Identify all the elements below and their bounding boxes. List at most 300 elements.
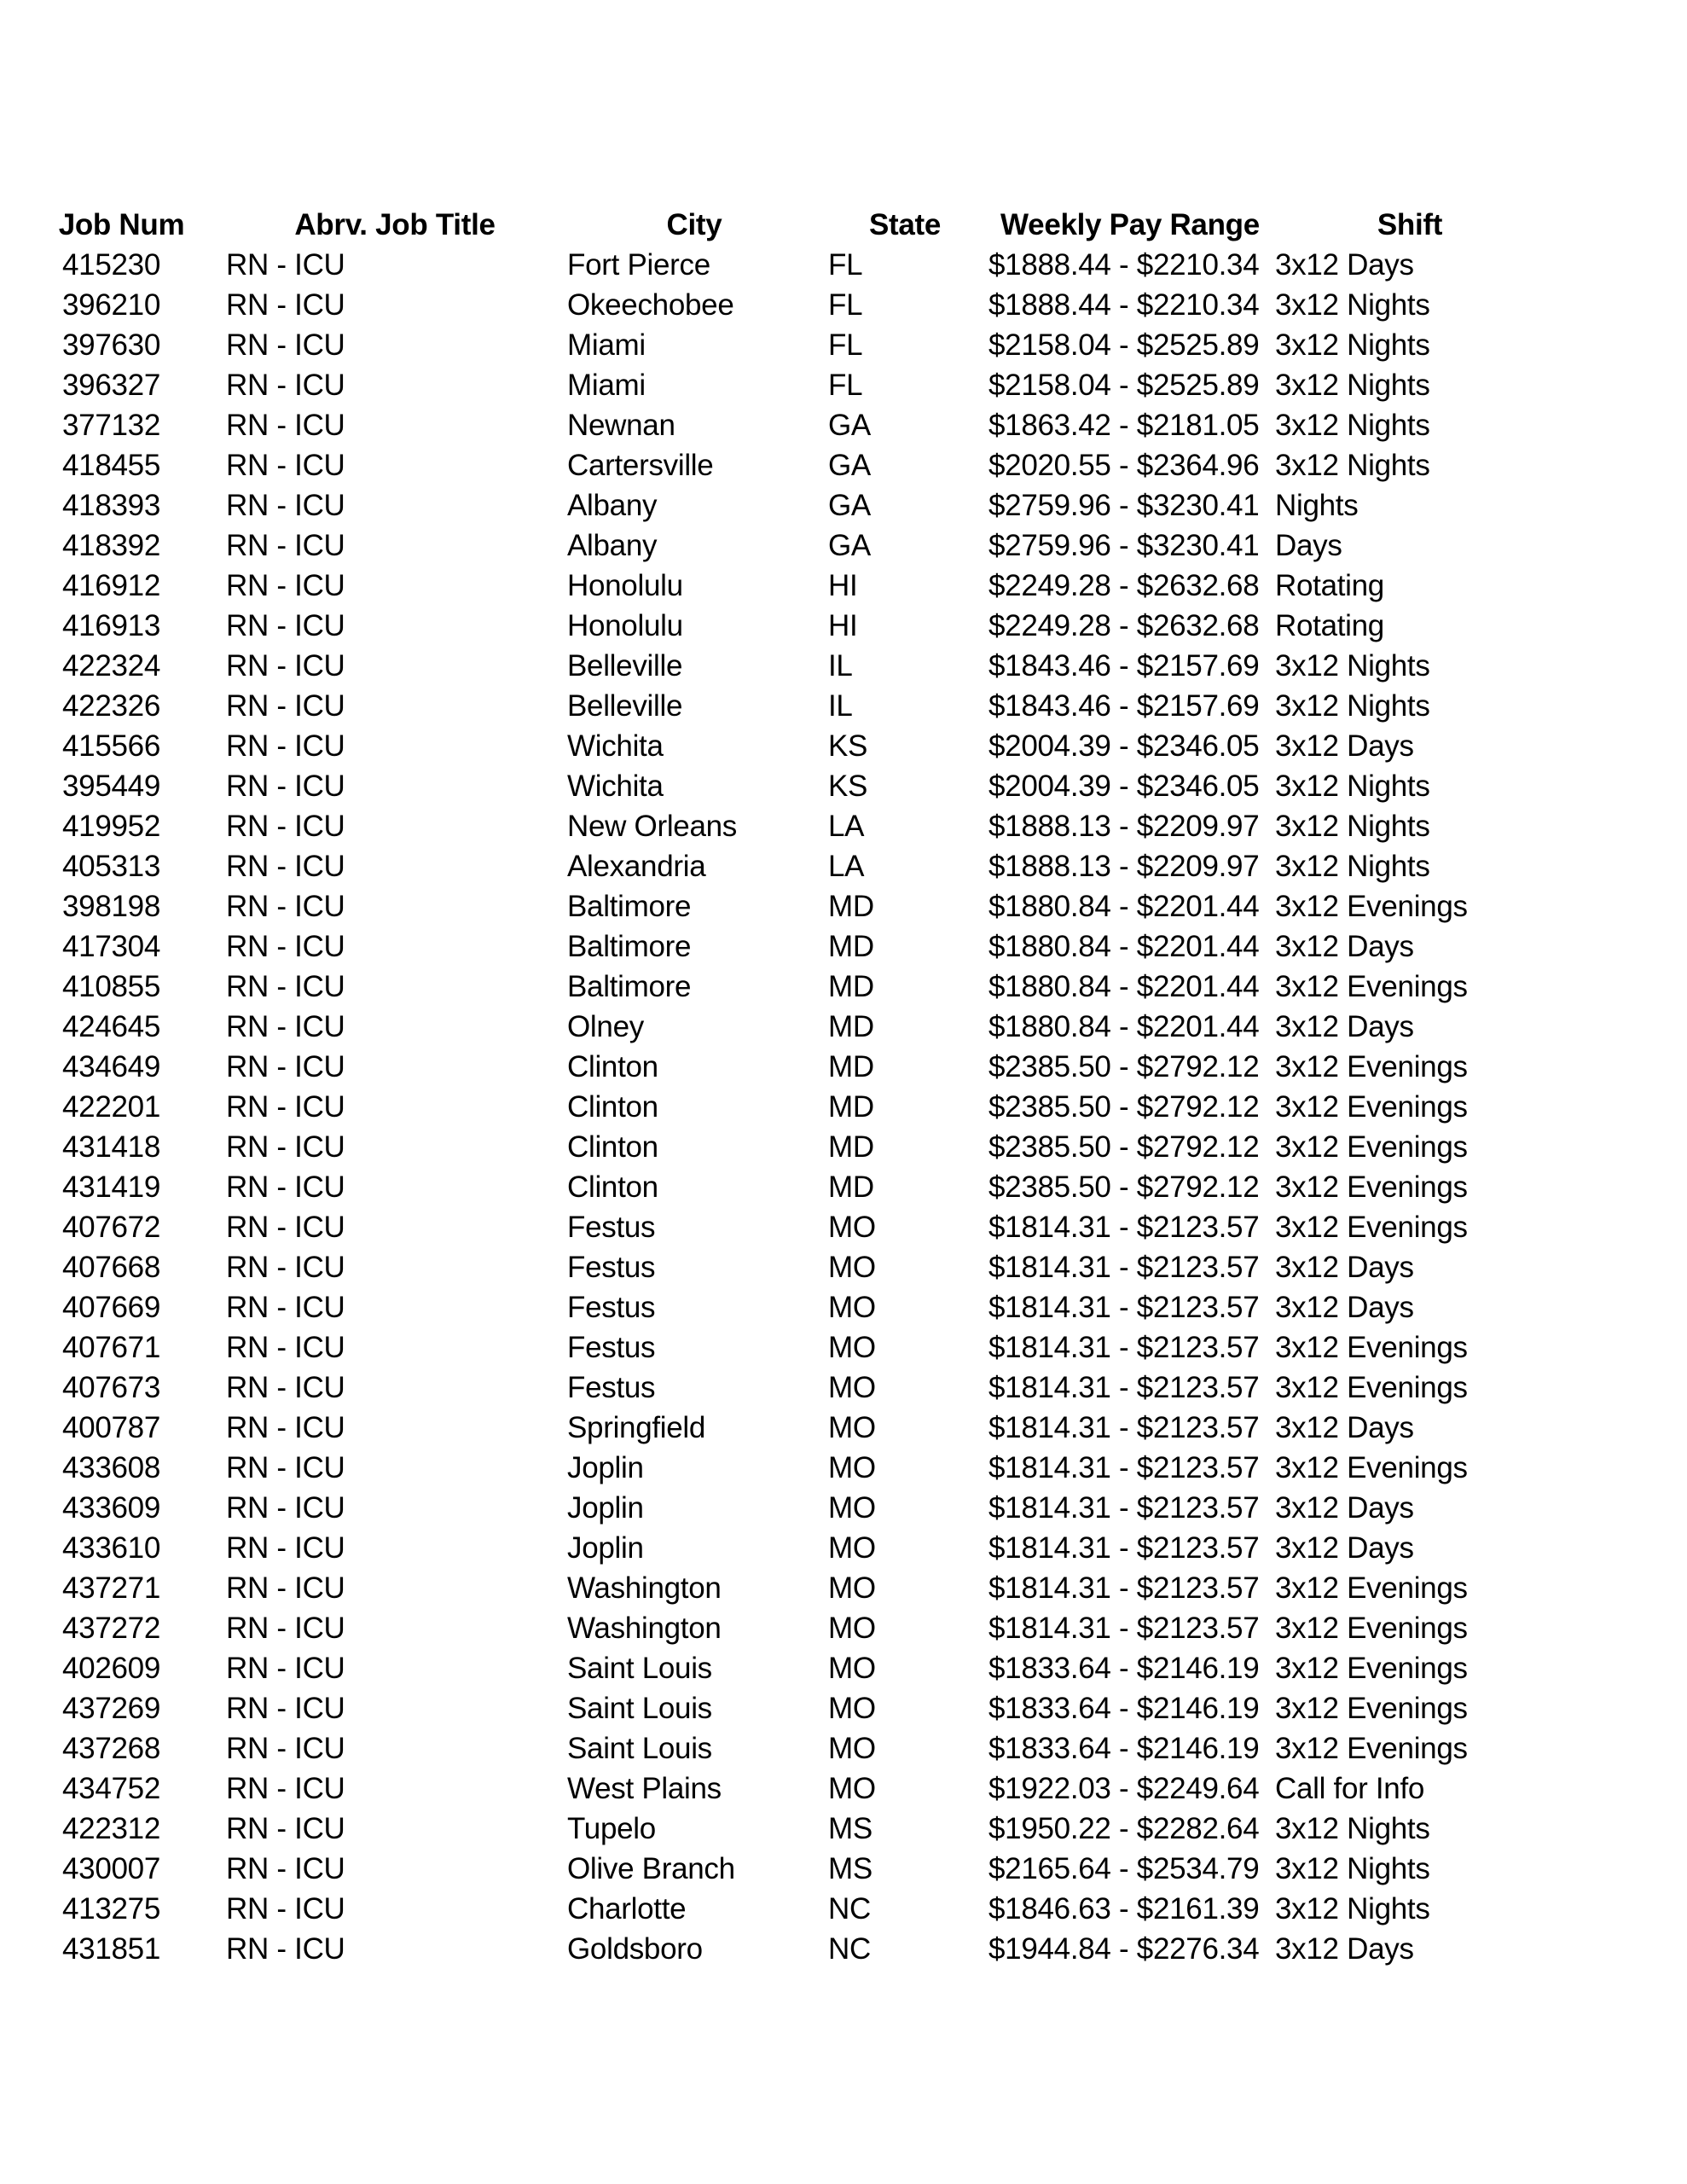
table-row — [34, 806, 1545, 846]
cell-pay-range: $2385.50 - $2792.12 — [988, 1170, 1260, 1204]
cell-pay-range: $1833.64 - $2146.19 — [988, 1692, 1260, 1725]
cell-pay-range: $1814.31 - $2123.57 — [988, 1491, 1260, 1525]
header-state: State — [868, 208, 942, 241]
table-row — [34, 1408, 1545, 1448]
cell-job-title: RN - ICU — [226, 569, 345, 602]
cell-job-title: RN - ICU — [226, 449, 345, 482]
table-row — [34, 606, 1545, 646]
cell-job-num: 407672 — [62, 1211, 160, 1244]
cell-shift: 3x12 Days — [1275, 1932, 1414, 1966]
cell-shift: 3x12 Nights — [1275, 850, 1430, 883]
cell-city: Festus — [567, 1331, 656, 1364]
cell-pay-range: $1888.13 - $2209.97 — [988, 850, 1260, 883]
cell-city: Goldsboro — [567, 1932, 703, 1966]
cell-pay-range: $1843.46 - $2157.69 — [988, 649, 1260, 682]
cell-shift: 3x12 Evenings — [1275, 1571, 1468, 1605]
cell-pay-range: $2385.50 - $2792.12 — [988, 1090, 1260, 1124]
cell-state: MO — [828, 1291, 876, 1324]
cell-job-num: 407671 — [62, 1331, 160, 1364]
cell-job-num: 417304 — [62, 930, 160, 963]
cell-shift: 3x12 Evenings — [1275, 1050, 1468, 1083]
cell-job-title: RN - ICU — [226, 1090, 345, 1124]
cell-city: Newnan — [567, 409, 675, 442]
cell-job-num: 437271 — [62, 1571, 160, 1605]
cell-shift: Rotating — [1275, 609, 1384, 642]
cell-city: Joplin — [567, 1451, 644, 1484]
cell-job-title: RN - ICU — [226, 729, 345, 763]
cell-job-title: RN - ICU — [226, 770, 345, 803]
cell-job-title: RN - ICU — [226, 930, 345, 963]
cell-shift: 3x12 Evenings — [1275, 1371, 1468, 1404]
cell-city: Clinton — [567, 1170, 658, 1204]
cell-city: Springfield — [567, 1411, 706, 1444]
cell-state: MO — [828, 1211, 876, 1244]
cell-pay-range: $1846.63 - $2161.39 — [988, 1892, 1260, 1926]
cell-state: FL — [828, 369, 863, 402]
cell-state: LA — [828, 810, 865, 843]
cell-pay-range: $2158.04 - $2525.89 — [988, 369, 1260, 402]
cell-city: Festus — [567, 1251, 656, 1284]
cell-job-num: 377132 — [62, 409, 160, 442]
cell-job-title: RN - ICU — [226, 1612, 345, 1645]
header-shift: Shift — [1377, 208, 1443, 241]
cell-job-title: RN - ICU — [226, 1652, 345, 1685]
cell-pay-range: $2759.96 - $3230.41 — [988, 529, 1260, 562]
cell-job-num: 422324 — [62, 649, 160, 682]
cell-state: HI — [828, 569, 858, 602]
cell-state: MO — [828, 1451, 876, 1484]
cell-job-title: RN - ICU — [226, 248, 345, 282]
table-row — [34, 1568, 1545, 1608]
cell-job-title: RN - ICU — [226, 489, 345, 522]
cell-job-title: RN - ICU — [226, 1812, 345, 1845]
cell-job-title: RN - ICU — [226, 1331, 345, 1364]
cell-job-title: RN - ICU — [226, 1932, 345, 1966]
table-row — [34, 646, 1545, 686]
cell-job-num: 422312 — [62, 1812, 160, 1845]
cell-city: Baltimore — [567, 890, 692, 923]
cell-job-title: RN - ICU — [226, 369, 345, 402]
table-row — [34, 686, 1545, 726]
cell-job-title: RN - ICU — [226, 1732, 345, 1765]
cell-state: GA — [828, 449, 871, 482]
table-row — [34, 1167, 1545, 1207]
cell-pay-range: $2249.28 - $2632.68 — [988, 569, 1260, 602]
cell-city: Wichita — [567, 770, 664, 803]
cell-pay-range: $1814.31 - $2123.57 — [988, 1331, 1260, 1364]
cell-city: Baltimore — [567, 970, 692, 1003]
table-row — [34, 1728, 1545, 1769]
cell-state: MD — [828, 1090, 874, 1124]
cell-pay-range: $2020.55 - $2364.96 — [988, 449, 1260, 482]
cell-city: Honolulu — [567, 569, 683, 602]
cell-state: KS — [828, 729, 868, 763]
cell-city: Joplin — [567, 1491, 644, 1525]
table-row — [34, 1327, 1545, 1368]
cell-shift: 3x12 Evenings — [1275, 1170, 1468, 1204]
table-row — [34, 1047, 1545, 1087]
cell-state: FL — [828, 288, 863, 322]
table-row — [34, 1929, 1545, 1969]
cell-state: KS — [828, 770, 868, 803]
cell-state: MD — [828, 890, 874, 923]
table-row — [34, 405, 1545, 445]
cell-pay-range: $1888.44 - $2210.34 — [988, 288, 1260, 322]
cell-job-num: 416912 — [62, 569, 160, 602]
cell-state: GA — [828, 489, 871, 522]
cell-city: Belleville — [567, 649, 683, 682]
cell-pay-range: $2004.39 - $2346.05 — [988, 729, 1260, 763]
cell-job-title: RN - ICU — [226, 1371, 345, 1404]
cell-state: GA — [828, 409, 871, 442]
cell-city: Olive Branch — [567, 1852, 735, 1885]
cell-job-title: RN - ICU — [226, 649, 345, 682]
cell-shift: 3x12 Days — [1275, 1291, 1414, 1324]
table-row — [34, 1127, 1545, 1167]
cell-shift: 3x12 Days — [1275, 1010, 1414, 1043]
cell-city: Washington — [567, 1571, 722, 1605]
cell-state: IL — [828, 649, 853, 682]
cell-pay-range: $1863.42 - $2181.05 — [988, 409, 1260, 442]
cell-pay-range: $1814.31 - $2123.57 — [988, 1612, 1260, 1645]
cell-city: Cartersville — [567, 449, 714, 482]
table-row — [34, 926, 1545, 967]
cell-shift: 3x12 Evenings — [1275, 1732, 1468, 1765]
cell-job-num: 422326 — [62, 689, 160, 723]
cell-city: New Orleans — [567, 810, 737, 843]
cell-state: IL — [828, 689, 853, 723]
cell-state: MD — [828, 1010, 874, 1043]
cell-shift: 3x12 Days — [1275, 1251, 1414, 1284]
cell-job-num: 396210 — [62, 288, 160, 322]
cell-pay-range: $1814.31 - $2123.57 — [988, 1571, 1260, 1605]
cell-job-num: 398198 — [62, 890, 160, 923]
cell-shift: 3x12 Evenings — [1275, 970, 1468, 1003]
cell-state: FL — [828, 328, 863, 362]
cell-job-title: RN - ICU — [226, 1531, 345, 1565]
cell-job-num: 405313 — [62, 850, 160, 883]
cell-shift: 3x12 Nights — [1275, 1852, 1430, 1885]
cell-city: Joplin — [567, 1531, 644, 1565]
cell-state: MO — [828, 1251, 876, 1284]
cell-pay-range: $2385.50 - $2792.12 — [988, 1050, 1260, 1083]
cell-pay-range: $1833.64 - $2146.19 — [988, 1652, 1260, 1685]
cell-pay-range: $1814.31 - $2123.57 — [988, 1411, 1260, 1444]
cell-pay-range: $1880.84 - $2201.44 — [988, 1010, 1260, 1043]
cell-city: Charlotte — [567, 1892, 687, 1926]
cell-state: MO — [828, 1331, 876, 1364]
cell-state: MO — [828, 1652, 876, 1685]
cell-state: MO — [828, 1692, 876, 1725]
cell-state: MO — [828, 1371, 876, 1404]
cell-shift: 3x12 Days — [1275, 729, 1414, 763]
cell-pay-range: $1814.31 - $2123.57 — [988, 1211, 1260, 1244]
cell-job-num: 433609 — [62, 1491, 160, 1525]
cell-job-num: 400787 — [62, 1411, 160, 1444]
cell-shift: 3x12 Days — [1275, 248, 1414, 282]
cell-city: Saint Louis — [567, 1652, 712, 1685]
cell-state: FL — [828, 248, 863, 282]
cell-job-num: 431418 — [62, 1130, 160, 1164]
table-row — [34, 1809, 1545, 1849]
cell-pay-range: $1814.31 - $2123.57 — [988, 1371, 1260, 1404]
cell-shift: 3x12 Days — [1275, 1531, 1414, 1565]
table-row — [34, 726, 1545, 766]
job-listings-table — [34, 205, 1545, 1969]
table-row — [34, 1287, 1545, 1327]
table-row — [34, 1207, 1545, 1247]
cell-pay-range: $1944.84 - $2276.34 — [988, 1932, 1260, 1966]
cell-city: Olney — [567, 1010, 644, 1043]
table-row — [34, 1849, 1545, 1889]
cell-shift: 3x12 Evenings — [1275, 1130, 1468, 1164]
cell-city: Clinton — [567, 1130, 658, 1164]
cell-pay-range: $2385.50 - $2792.12 — [988, 1130, 1260, 1164]
cell-city: Honolulu — [567, 609, 683, 642]
cell-pay-range: $1880.84 - $2201.44 — [988, 970, 1260, 1003]
cell-shift: 3x12 Nights — [1275, 649, 1430, 682]
cell-state: MD — [828, 1170, 874, 1204]
cell-city: Washington — [567, 1612, 722, 1645]
cell-shift: Days — [1275, 529, 1342, 562]
cell-job-num: 431851 — [62, 1932, 160, 1966]
table-row — [34, 1608, 1545, 1648]
cell-state: LA — [828, 850, 865, 883]
table-row — [34, 766, 1545, 806]
table-row — [34, 325, 1545, 365]
table-row — [34, 566, 1545, 606]
cell-state: MD — [828, 1130, 874, 1164]
table-row — [34, 1368, 1545, 1408]
cell-job-title: RN - ICU — [226, 689, 345, 723]
cell-job-title: RN - ICU — [226, 1692, 345, 1725]
cell-job-num: 402609 — [62, 1652, 160, 1685]
cell-job-num: 418393 — [62, 489, 160, 522]
cell-state: MO — [828, 1612, 876, 1645]
table-row — [34, 1769, 1545, 1809]
header-weekly-pay-range: Weekly Pay Range — [1000, 208, 1260, 241]
cell-shift: 3x12 Evenings — [1275, 1652, 1468, 1685]
cell-city: Festus — [567, 1211, 656, 1244]
cell-job-num: 437269 — [62, 1692, 160, 1725]
cell-job-title: RN - ICU — [226, 1852, 345, 1885]
cell-shift: 3x12 Nights — [1275, 689, 1430, 723]
cell-shift: 3x12 Days — [1275, 1411, 1414, 1444]
cell-pay-range: $2759.96 - $3230.41 — [988, 489, 1260, 522]
cell-state: NC — [828, 1932, 871, 1966]
cell-job-title: RN - ICU — [226, 1892, 345, 1926]
cell-city: Saint Louis — [567, 1692, 712, 1725]
cell-pay-range: $1814.31 - $2123.57 — [988, 1291, 1260, 1324]
cell-pay-range: $1922.03 - $2249.64 — [988, 1772, 1260, 1805]
cell-city: West Plains — [567, 1772, 722, 1805]
table-row — [34, 1448, 1545, 1488]
cell-job-title: RN - ICU — [226, 1050, 345, 1083]
cell-city: Festus — [567, 1291, 656, 1324]
cell-pay-range: $1814.31 - $2123.57 — [988, 1251, 1260, 1284]
cell-job-title: RN - ICU — [226, 890, 345, 923]
cell-shift: 3x12 Evenings — [1275, 1451, 1468, 1484]
cell-job-num: 433610 — [62, 1531, 160, 1565]
cell-shift: Nights — [1275, 489, 1359, 522]
cell-state: MD — [828, 1050, 874, 1083]
cell-job-title: RN - ICU — [226, 1291, 345, 1324]
cell-job-title: RN - ICU — [226, 1491, 345, 1525]
cell-shift: Call for Info — [1275, 1772, 1425, 1805]
cell-shift: 3x12 Nights — [1275, 288, 1430, 322]
cell-job-num: 433608 — [62, 1451, 160, 1484]
cell-job-title: RN - ICU — [226, 810, 345, 843]
cell-job-title: RN - ICU — [226, 1130, 345, 1164]
cell-shift: 3x12 Days — [1275, 1491, 1414, 1525]
cell-city: Miami — [567, 369, 646, 402]
table-row — [34, 967, 1545, 1007]
cell-city: Saint Louis — [567, 1732, 712, 1765]
cell-city: Alexandria — [567, 850, 706, 883]
cell-job-title: RN - ICU — [226, 1211, 345, 1244]
table-row — [34, 1087, 1545, 1127]
cell-job-num: 430007 — [62, 1852, 160, 1885]
cell-job-num: 407668 — [62, 1251, 160, 1284]
cell-job-num: 395449 — [62, 770, 160, 803]
table-row — [34, 445, 1545, 485]
cell-job-title: RN - ICU — [226, 529, 345, 562]
cell-shift: 3x12 Nights — [1275, 409, 1430, 442]
cell-job-title: RN - ICU — [226, 1251, 345, 1284]
header-job-num: Job Num — [58, 208, 185, 241]
table-header-row — [34, 205, 1545, 245]
table-body — [34, 245, 1545, 1969]
cell-job-title: RN - ICU — [226, 970, 345, 1003]
cell-state: MO — [828, 1772, 876, 1805]
cell-pay-range: $1843.46 - $2157.69 — [988, 689, 1260, 723]
cell-city: Miami — [567, 328, 646, 362]
cell-job-title: RN - ICU — [226, 1571, 345, 1605]
cell-job-num: 422201 — [62, 1090, 160, 1124]
cell-pay-range: $1950.22 - $2282.64 — [988, 1812, 1260, 1845]
cell-job-title: RN - ICU — [226, 288, 345, 322]
cell-shift: 3x12 Evenings — [1275, 1211, 1468, 1244]
cell-job-title: RN - ICU — [226, 1411, 345, 1444]
cell-job-num: 396327 — [62, 369, 160, 402]
cell-shift: 3x12 Nights — [1275, 328, 1430, 362]
cell-shift: 3x12 Nights — [1275, 449, 1430, 482]
table-row — [34, 1528, 1545, 1568]
cell-pay-range: $2249.28 - $2632.68 — [988, 609, 1260, 642]
cell-job-title: RN - ICU — [226, 1772, 345, 1805]
cell-state: MS — [828, 1852, 872, 1885]
table-row — [34, 1688, 1545, 1728]
table-row — [34, 245, 1545, 285]
cell-city: Tupelo — [567, 1812, 656, 1845]
cell-job-num: 415566 — [62, 729, 160, 763]
cell-pay-range: $2165.64 - $2534.79 — [988, 1852, 1260, 1885]
cell-job-num: 437272 — [62, 1612, 160, 1645]
cell-pay-range: $1888.13 - $2209.97 — [988, 810, 1260, 843]
cell-state: MO — [828, 1491, 876, 1525]
cell-city: Clinton — [567, 1090, 658, 1124]
cell-state: MO — [828, 1732, 876, 1765]
cell-job-title: RN - ICU — [226, 1170, 345, 1204]
table-row — [34, 485, 1545, 526]
cell-city: Albany — [567, 489, 658, 522]
cell-job-num: 434649 — [62, 1050, 160, 1083]
cell-shift: 3x12 Nights — [1275, 1892, 1430, 1926]
table-row — [34, 1488, 1545, 1528]
cell-pay-range: $1880.84 - $2201.44 — [988, 890, 1260, 923]
cell-shift: Rotating — [1275, 569, 1384, 602]
table-row — [34, 1648, 1545, 1688]
cell-state: GA — [828, 529, 871, 562]
cell-pay-range: $1814.31 - $2123.57 — [988, 1451, 1260, 1484]
cell-pay-range: $1833.64 - $2146.19 — [988, 1732, 1260, 1765]
cell-job-title: RN - ICU — [226, 1010, 345, 1043]
header-abrv-job-title: Abrv. Job Title — [294, 208, 496, 241]
cell-city: Albany — [567, 529, 658, 562]
cell-shift: 3x12 Nights — [1275, 810, 1430, 843]
cell-city: Baltimore — [567, 930, 692, 963]
cell-state: MO — [828, 1571, 876, 1605]
cell-shift: 3x12 Evenings — [1275, 890, 1468, 923]
table-row — [34, 365, 1545, 405]
cell-shift: 3x12 Evenings — [1275, 1331, 1468, 1364]
cell-city: Wichita — [567, 729, 664, 763]
cell-job-num: 416913 — [62, 609, 160, 642]
cell-state: MD — [828, 930, 874, 963]
cell-job-title: RN - ICU — [226, 328, 345, 362]
cell-job-num: 415230 — [62, 248, 160, 282]
cell-job-title: RN - ICU — [226, 850, 345, 883]
cell-job-title: RN - ICU — [226, 609, 345, 642]
table-row — [34, 526, 1545, 566]
cell-job-num: 413275 — [62, 1892, 160, 1926]
cell-job-num: 410855 — [62, 970, 160, 1003]
cell-job-num: 397630 — [62, 328, 160, 362]
cell-state: HI — [828, 609, 858, 642]
cell-pay-range: $2004.39 - $2346.05 — [988, 770, 1260, 803]
cell-job-num: 424645 — [62, 1010, 160, 1043]
cell-state: MS — [828, 1812, 872, 1845]
header-city: City — [666, 208, 722, 241]
cell-state: NC — [828, 1892, 871, 1926]
cell-job-num: 418392 — [62, 529, 160, 562]
cell-city: Clinton — [567, 1050, 658, 1083]
cell-job-num: 407669 — [62, 1291, 160, 1324]
cell-job-title: RN - ICU — [226, 1451, 345, 1484]
cell-state: MO — [828, 1411, 876, 1444]
cell-shift: 3x12 Nights — [1275, 1812, 1430, 1845]
cell-job-num: 419952 — [62, 810, 160, 843]
cell-shift: 3x12 Nights — [1275, 770, 1430, 803]
cell-pay-range: $2158.04 - $2525.89 — [988, 328, 1260, 362]
cell-pay-range: $1880.84 - $2201.44 — [988, 930, 1260, 963]
cell-shift: 3x12 Evenings — [1275, 1692, 1468, 1725]
cell-city: Fort Pierce — [567, 248, 710, 282]
cell-job-num: 431419 — [62, 1170, 160, 1204]
cell-pay-range: $1814.31 - $2123.57 — [988, 1531, 1260, 1565]
cell-pay-range: $1888.44 - $2210.34 — [988, 248, 1260, 282]
table-row — [34, 886, 1545, 926]
cell-job-num: 434752 — [62, 1772, 160, 1805]
cell-state: MD — [828, 970, 874, 1003]
cell-shift: 3x12 Evenings — [1275, 1612, 1468, 1645]
cell-job-num: 418455 — [62, 449, 160, 482]
table-row — [34, 1247, 1545, 1287]
table-row — [34, 1889, 1545, 1929]
table-row — [34, 285, 1545, 325]
cell-city: Okeechobee — [567, 288, 734, 322]
cell-city: Festus — [567, 1371, 656, 1404]
